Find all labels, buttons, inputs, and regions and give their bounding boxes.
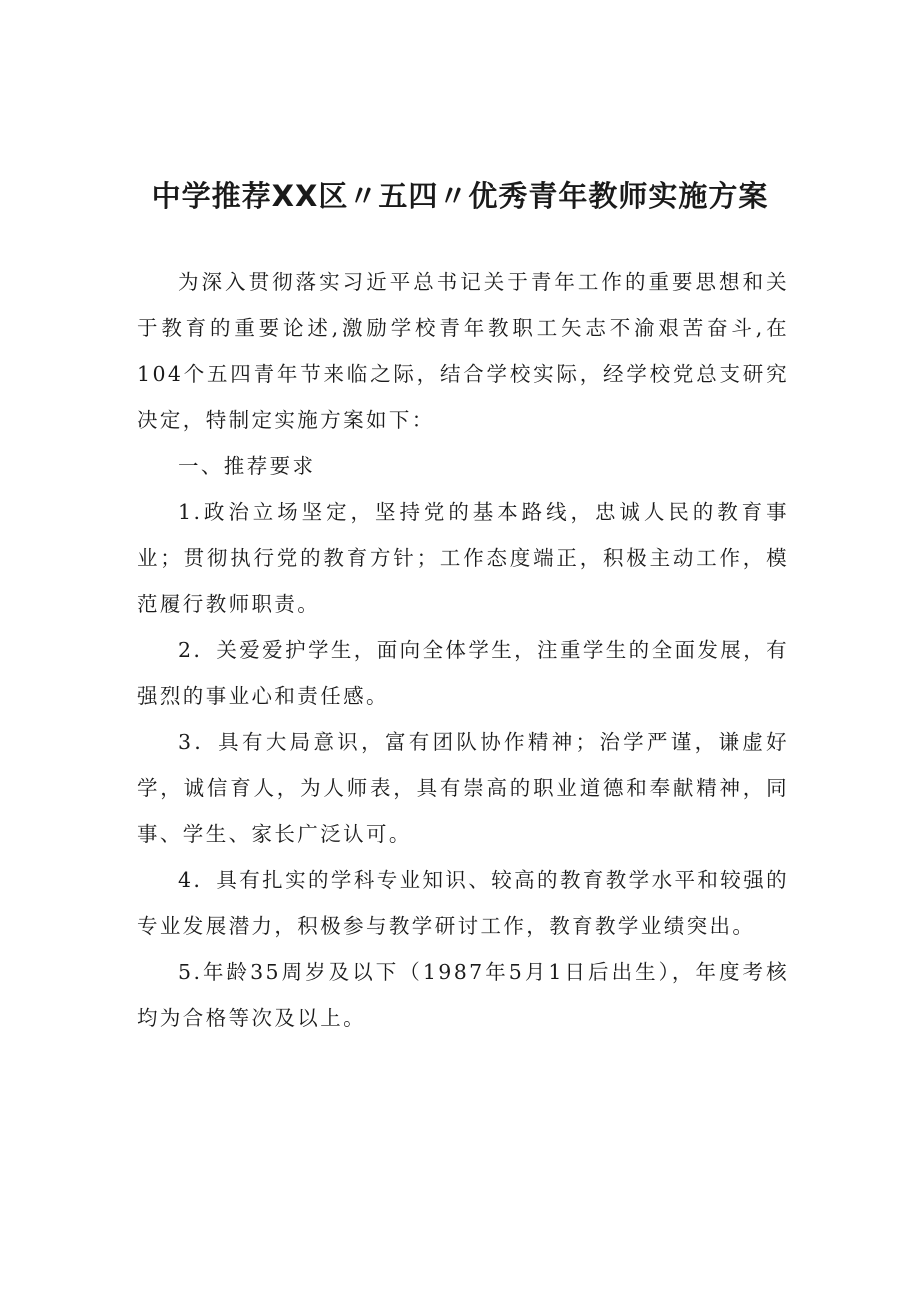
document-title: 中学推荐XX区〃五四〃优秀青年教师实施方案 bbox=[151, 179, 769, 213]
intro-paragraph: 为深入贯彻落实习近平总书记关于青年工作的重要思想和关于教育的重要论述,激励学校青年教职工矢志不渝艰苦奋斗,在104个五四青年节来临之际，结合学校实际，经学校党总支研究决定，特制定实施方案如下： bbox=[137, 270, 789, 432]
document-body bbox=[137, 259, 789, 1041]
requirement-item-2: 2．关爱爱护学生，面向全体学生，注重学生的全面发展，有强烈的事业心和责任感。 bbox=[137, 638, 789, 708]
requirement-item-3: 3．具有大局意识，富有团队协作精神；治学严谨，谦虚好学，诚信育人，为人师表，具有崇高的职业道德和奉献精神，同事、学生、家长广泛认可。 bbox=[137, 730, 789, 846]
requirement-item-1: 1.政治立场坚定，坚持党的基本路线，忠诚人民的教育事业；贯彻执行党的教育方针；工作态度端正，积极主动工作，模范履行教师职责。 bbox=[137, 500, 789, 616]
requirement-item-4: 4．具有扎实的学科专业知识、较高的教育教学水平和较强的专业发展潜力，积极参与教学研讨工作，教育教学业绩突出。 bbox=[137, 868, 789, 938]
requirement-item-5: 5.年龄35周岁及以下（1987年5月1日后出生），年度考核均为合格等次及以上。 bbox=[137, 960, 789, 1030]
section-heading: 一、推荐要求 bbox=[178, 454, 316, 478]
